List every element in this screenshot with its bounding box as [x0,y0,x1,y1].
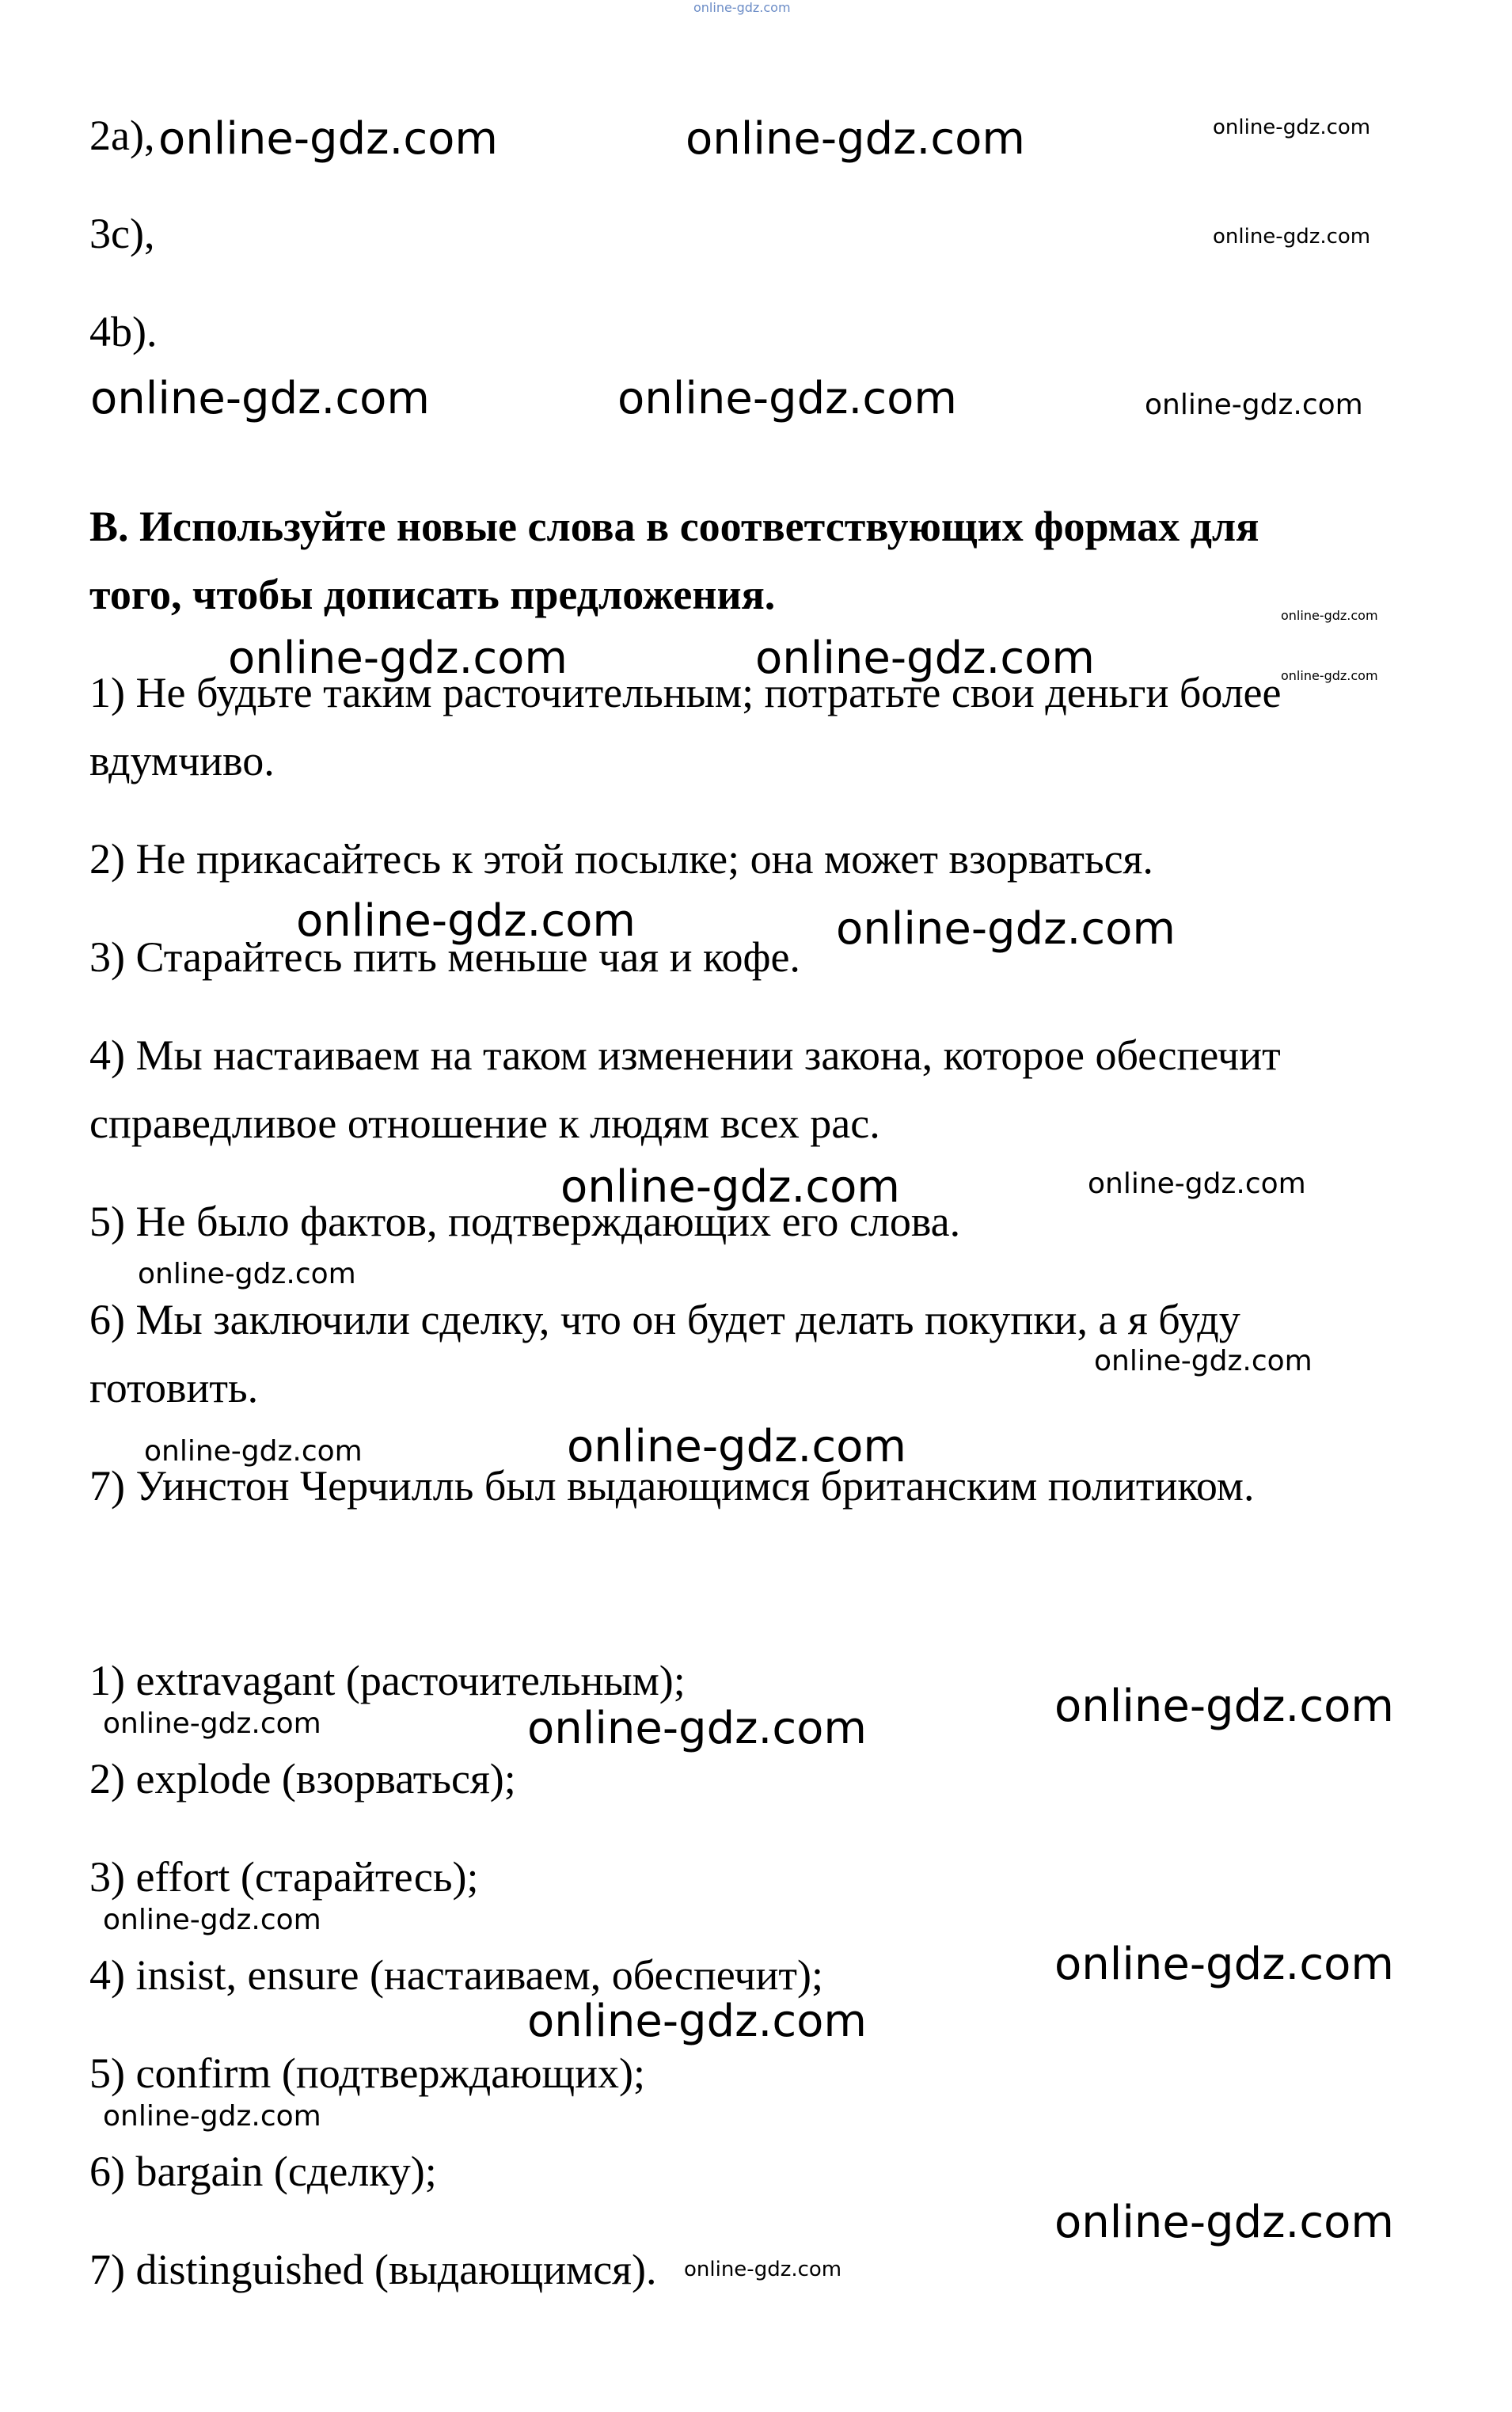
watermark: online-gdz.com [103,1904,321,1936]
watermark: online-gdz.com [684,2258,842,2281]
watermark: online-gdz.com [560,1161,900,1213]
watermark: online-gdz.com [228,632,568,684]
sentence-1-line1: 1) Не будьте таким расточительным; потратьте свои деньги более [89,669,1282,716]
watermark: online-gdz.com [1094,1345,1313,1377]
top-watermark: online-gdz.com [693,0,791,15]
watermark: online-gdz.com [1213,225,1371,249]
section-b-title-line1: B. Используйте новые слова в соответствующих формах для [89,503,1259,550]
sentence-6-line1: 6) Мы заключили сделку, что он будет делать покупки, а я буду [89,1296,1240,1343]
watermark: online-gdz.com [527,1996,867,2047]
sentence-7: 7) Уинстон Черчилль был выдающимся британским политиком. [89,1462,1255,1510]
watermark: online-gdz.com [1054,1681,1394,1732]
section-b-title-line2: того, чтобы дописать предложения. [89,571,776,618]
answer-a-3: 3c), [89,210,155,257]
watermark: online-gdz.com [1281,608,1378,623]
watermark: online-gdz.com [138,1258,356,1290]
sentence-1-line2: вдумчиво. [89,737,275,784]
answer-a-2: 2a), [89,112,155,159]
answer-b-4: 4) insist, ensure (настаиваем, обеспечит); [89,1951,823,1999]
sentence-2: 2) Не прикасайтесь к этой посылке; она может взорваться. [89,835,1153,883]
answer-b-6: 6) bargain (сделку); [89,2148,437,2195]
answer-b-2: 2) explode (взорваться); [89,1755,516,1802]
watermark: online-gdz.com [836,903,1176,955]
watermark: online-gdz.com [1054,1939,1394,1990]
watermark: online-gdz.com [1145,389,1363,421]
answer-b-3: 3) effort (старайтесь); [89,1853,479,1901]
watermark: online-gdz.com [686,113,1025,165]
answer-a-4: 4b). [89,308,158,355]
sentence-6-line2: готовить. [89,1364,259,1411]
sentence-4-line1: 4) Мы настаиваем на таком изменении закона, которое обеспечит [89,1031,1281,1079]
watermark: online-gdz.com [1088,1168,1306,1200]
watermark: online-gdz.com [158,113,498,165]
watermark: online-gdz.com [617,373,957,424]
sentence-5: 5) Не было фактов, подтверждающих его слова. [89,1198,961,1245]
answer-b-5: 5) confirm (подтверждающих); [89,2049,646,2097]
watermark: online-gdz.com [567,1421,906,1472]
watermark: online-gdz.com [144,1435,363,1468]
answer-b-7: 7) distinguished (выдающимся). [89,2246,657,2293]
sentence-4-line2: справедливое отношение к людям всех рас. [89,1100,880,1147]
watermark: online-gdz.com [1213,116,1371,139]
watermark: online-gdz.com [755,632,1095,684]
watermark: online-gdz.com [1054,2197,1394,2248]
answer-b-1: 1) extravagant (расточительным); [89,1657,686,1704]
watermark: online-gdz.com [103,1707,321,1740]
watermark: online-gdz.com [103,2100,321,2133]
watermark: online-gdz.com [296,895,636,947]
sentence-3: 3) Старайтесь пить меньше чая и кофе. [89,933,800,981]
watermark: online-gdz.com [90,373,430,424]
watermark: online-gdz.com [1281,668,1378,683]
watermark: online-gdz.com [527,1703,867,1754]
